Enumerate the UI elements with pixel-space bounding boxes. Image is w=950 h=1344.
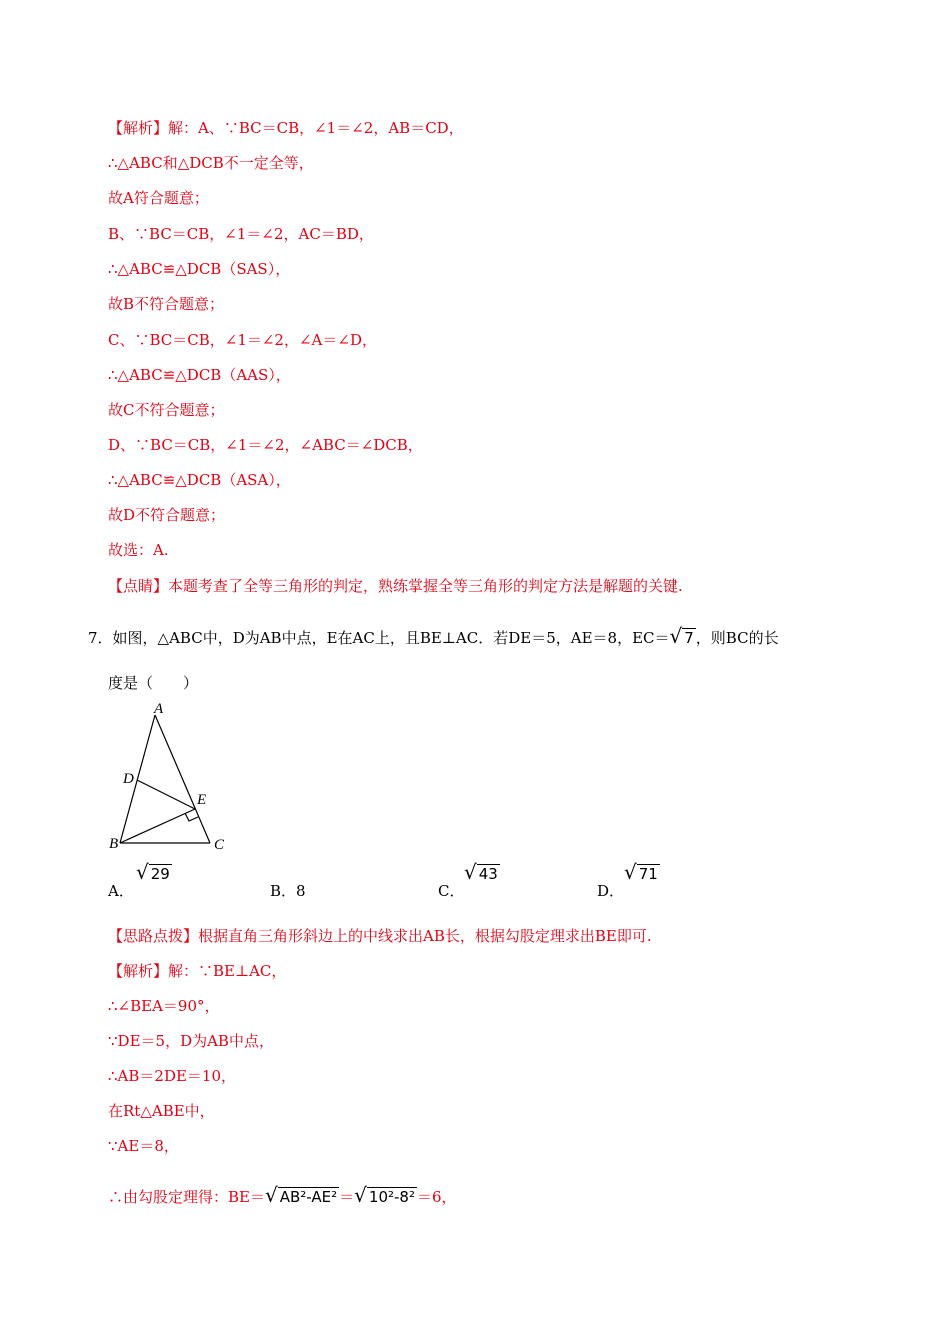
option-a[interactable] [108,880,134,901]
solution-line: 故D不符合题意； [108,506,226,524]
question-text-line2: 度是（ ） [108,674,199,692]
option-a-label: A． [108,882,134,900]
sqrt-icon: √ [264,1183,278,1207]
option-b-label: B．8 [270,882,306,900]
final-equals: ＝ [339,1188,355,1206]
option-c-sqrt [464,860,500,884]
solution-line: 【解析】解：A、∵BC＝CB，∠1＝∠2，AB＝CD， [108,119,464,137]
analysis-line: ∴AB＝2DE＝10， [108,1067,237,1085]
solution-line: ∴△ABC和△DCB不一定全等， [108,154,314,172]
analysis-line: ∴∠BEA＝90°， [108,997,220,1015]
question-prefix: 7．如图，△ABC中，D为AB中点，E在AC上，且BE⊥AC．若DE＝5，AE＝8，EC＝ [88,629,670,647]
hint-line: 【思路点拨】根据直角三角形斜边上的中线求出AB长，根据勾股定理求出BE即可. [108,927,652,945]
sqrt-icon: √ [136,860,149,884]
sqrt-radicand: 7 [684,629,694,647]
option-c-label: C． [438,882,465,900]
triangle-figure [100,700,240,860]
option-a-radicand: 29 [150,865,170,883]
solution-line: B、∵BC＝CB，∠1＝∠2，AC＝BD， [108,225,374,243]
option-a-sqrt [136,860,172,884]
option-c-radicand: 43 [478,865,498,883]
final-suffix: ＝6， [416,1188,457,1206]
solution-line: ∴△ABC≌△DCB（SAS）， [108,260,291,278]
sqrt-expression-1 [264,1183,339,1207]
solution-line: 故A符合题意； [108,189,209,207]
label-d: D [123,771,134,787]
option-d-label: D． [597,882,625,900]
solution-line: ∴△ABC≌△DCB（ASA）， [108,471,291,489]
analysis-line: ∵DE＝5，D为AB中点， [108,1032,274,1050]
question-text [88,626,779,648]
sqrt-icon: √ [669,624,683,648]
question-suffix: ，则BC的长 [695,629,779,647]
sqrt-icon: √ [624,860,637,884]
sqrt-radicand-1: AB²-AE² [279,1188,338,1206]
analysis-final-line [108,1185,457,1207]
solution-line: 故选：A. [108,541,169,559]
solution-line: D、∵BC＝CB，∠1＝∠2，∠ABC＝∠DCB， [108,436,423,454]
right-angle-mark [185,813,198,821]
sqrt-expression [669,624,696,648]
label-e: E [197,792,207,808]
option-d-radicand: 71 [638,865,658,883]
label-a: A [154,701,164,717]
analysis-line: 【解析】解：∵BE⊥AC， [108,962,287,980]
sqrt-icon: √ [354,1183,367,1207]
option-c[interactable] [438,880,464,901]
option-d[interactable] [597,880,624,901]
analysis-line: 在Rt△ABE中， [108,1102,215,1120]
segment-be [120,809,195,843]
final-prefix: ∴由勾股定理得：BE＝ [108,1188,265,1206]
solution-line: ∴△ABC≌△DCB（AAS）， [108,366,291,384]
segment-de [137,780,195,809]
analysis-line: ∵AE＝8， [108,1137,179,1155]
sqrt-radicand-2: 10²-8² [368,1188,415,1206]
option-d-sqrt [624,860,660,884]
solution-line: C、∵BC＝CB，∠1＝∠2，∠A＝∠D， [108,331,377,349]
label-c: C [214,837,225,853]
solution-line: 故C不符合题意； [108,401,225,419]
sqrt-expression-2 [354,1183,417,1207]
key-point-line: 【点睛】本题考查了全等三角形的判定，熟练掌握全等三角形的判定方法是解题的关键. [108,577,683,595]
option-b[interactable] [270,880,306,901]
label-b: B [109,836,119,852]
solution-line: 故B不符合题意； [108,295,225,313]
sqrt-icon: √ [464,860,477,884]
